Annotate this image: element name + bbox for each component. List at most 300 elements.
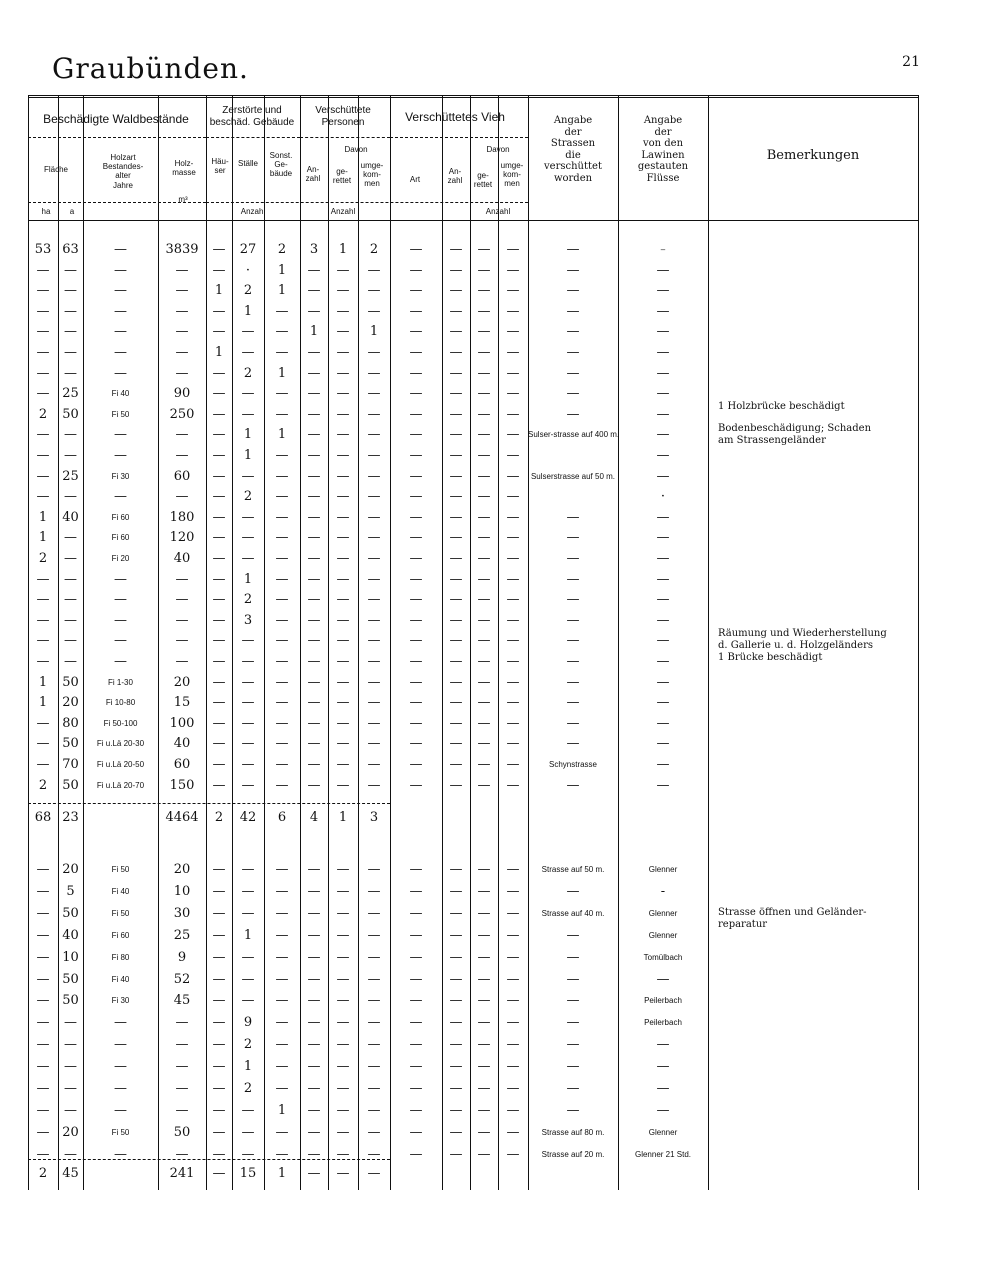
- cell-art: —: [409, 530, 423, 546]
- cell-haeuser: —: [212, 262, 226, 278]
- cell-a: 50: [62, 674, 79, 690]
- total-row: [28, 807, 918, 828]
- cell-vger: —: [477, 283, 491, 299]
- cell-strassen: —: [566, 345, 580, 360]
- cell-fluesse: —: [656, 283, 670, 299]
- table-row: [28, 1056, 918, 1077]
- cell-masse: —: [175, 345, 189, 360]
- page-title: Graubünden.: [52, 52, 249, 85]
- header-houses: Häu- ser: [211, 157, 229, 176]
- cell-staelle: —: [241, 509, 255, 525]
- header-unit-a: a: [69, 207, 75, 216]
- table-row: [28, 507, 918, 528]
- header-livestock: Verschüttetes Vieh: [405, 110, 505, 124]
- cell-ha: —: [36, 427, 50, 443]
- cell-masse: 52: [173, 971, 191, 987]
- cell-ha: —: [36, 365, 50, 381]
- cell-umgek: —: [367, 1037, 381, 1053]
- cell-holzart: —: [114, 345, 127, 360]
- cell-sonst: —: [275, 949, 289, 965]
- header-count-3: Anzahl: [485, 207, 511, 216]
- table-row: [28, 548, 918, 569]
- cell-ha: —: [36, 1124, 50, 1140]
- cell-gerettet: —: [336, 1015, 350, 1031]
- cell-ha: 53: [34, 242, 52, 257]
- cell-vger: —: [477, 971, 491, 987]
- cell-ha: —: [36, 757, 50, 772]
- cell-gerettet: —: [336, 633, 350, 649]
- cell-haeuser: —: [212, 427, 226, 443]
- cell-staelle: 2: [243, 489, 253, 505]
- cell-vumg: —: [506, 674, 520, 690]
- cell-vger: —: [477, 365, 491, 381]
- table-row: [28, 775, 918, 796]
- subheader-rule: [300, 137, 390, 138]
- cell-sonst: —: [275, 715, 289, 731]
- cell-strassen: [528, 486, 618, 507]
- header-forest: Beschädigte Waldbestände: [43, 112, 189, 126]
- cell-sonst: —: [275, 592, 289, 608]
- cell-sonst: —: [275, 468, 289, 484]
- cell-anzahl: —: [307, 592, 321, 608]
- cell-a: —: [64, 633, 77, 649]
- cell-staelle: —: [241, 654, 255, 669]
- cell-umgek: —: [367, 406, 381, 422]
- cell-art: —: [409, 303, 423, 319]
- cell-art: —: [409, 551, 423, 566]
- header-count-2: Anzahl: [330, 207, 356, 216]
- cell-anzahl: —: [307, 862, 321, 877]
- cell-vanzahl: —: [449, 777, 463, 793]
- cell-staelle: 27: [239, 242, 257, 257]
- cell-sonst: —: [275, 612, 289, 628]
- cell-umgek: —: [367, 633, 381, 649]
- table-row: [28, 1100, 918, 1121]
- cell-art: —: [409, 862, 423, 877]
- cell-gerettet: —: [336, 427, 350, 443]
- cell-ha: —: [36, 468, 50, 484]
- cell-masse: 150: [169, 777, 195, 793]
- cell-art: —: [409, 509, 423, 525]
- cell-strassen: —: [566, 571, 580, 587]
- cell-staelle: —: [241, 633, 255, 649]
- cell-sonst: —: [275, 551, 289, 566]
- cell-ha: —: [36, 862, 50, 877]
- cell-fluesse: —: [656, 695, 670, 711]
- cell-masse: 100: [169, 715, 195, 731]
- cell-vumg: —: [506, 365, 520, 381]
- cell-holzart: —: [114, 1102, 127, 1118]
- cell-strassen: —: [566, 324, 580, 340]
- cell-fluesse: ·: [660, 489, 666, 505]
- cell-sonst: 1: [277, 365, 287, 381]
- column-rule: [328, 95, 329, 1190]
- cell-a: —: [64, 654, 77, 669]
- cell-a: —: [64, 489, 77, 505]
- column-rule: [300, 95, 301, 1190]
- cell-umgek: —: [367, 1081, 381, 1096]
- cell-a: 10: [62, 949, 79, 965]
- cell-staelle: 42: [239, 810, 257, 825]
- table-row: [28, 1034, 918, 1055]
- header-wood-mass: Holz- masse: [172, 159, 196, 178]
- cell-art: —: [409, 736, 423, 752]
- cell-umgek: —: [367, 993, 381, 1009]
- cell-anzahl: —: [307, 757, 321, 772]
- table-row: [28, 383, 918, 404]
- cell-art: —: [409, 612, 423, 628]
- table-row: [28, 733, 918, 754]
- cell-vumg: —: [506, 862, 520, 877]
- table-row: [28, 672, 918, 693]
- cell-vumg: —: [506, 386, 520, 402]
- cell-strassen: —: [566, 927, 580, 943]
- cell-a: —: [64, 1146, 77, 1162]
- header-rivers: Angabe der von den Lawinen gestauten Flüsse: [637, 115, 689, 184]
- cell-vanzahl: —: [449, 468, 463, 484]
- cell-fluesse: —: [656, 757, 670, 772]
- cell-anzahl: —: [307, 633, 321, 649]
- cell-gerettet: —: [336, 386, 350, 402]
- cell-haeuser: —: [212, 468, 226, 484]
- cell-haeuser: —: [212, 530, 226, 546]
- cell-anzahl: —: [307, 1166, 321, 1181]
- table-row: [28, 925, 918, 946]
- cell-gerettet: —: [336, 571, 350, 587]
- cell-masse: —: [175, 1015, 189, 1031]
- cell-vger: —: [477, 1037, 491, 1053]
- cell-fluesse: —: [656, 551, 670, 566]
- header-buildings: Zerstörte und beschäd. Gebäude: [209, 105, 295, 128]
- cell-gerettet: —: [336, 530, 350, 546]
- cell-staelle: 2: [243, 1081, 253, 1096]
- cell-a: 23: [62, 810, 79, 825]
- cell-gerettet: —: [336, 303, 350, 319]
- cell-a: —: [64, 283, 77, 299]
- table-row: [28, 1122, 918, 1143]
- cell-anzahl: —: [307, 571, 321, 587]
- cell-fluesse: —: [656, 262, 670, 278]
- cell-haeuser: —: [212, 406, 226, 422]
- cell-anzahl: —: [307, 345, 321, 360]
- cell-art: —: [409, 324, 423, 340]
- cell-fluesse: —: [656, 448, 670, 463]
- cell-anzahl: —: [307, 993, 321, 1009]
- cell-anzahl: —: [307, 736, 321, 752]
- cell-vanzahl: —: [449, 883, 463, 899]
- header-rule: [28, 97, 918, 98]
- column-rule: [708, 95, 709, 1190]
- table-row: [28, 630, 918, 651]
- cell-anzahl: —: [307, 303, 321, 319]
- cell-art: —: [409, 571, 423, 587]
- cell-gerettet: —: [336, 509, 350, 525]
- cell-masse: —: [175, 489, 189, 505]
- cell-holzart: Fi 60: [111, 533, 130, 543]
- cell-a: —: [64, 303, 77, 319]
- cell-a: 50: [62, 406, 79, 422]
- cell-umgek: —: [367, 592, 381, 608]
- cell-fluesse: —: [656, 406, 670, 422]
- cell-art: —: [409, 262, 423, 278]
- cell-vumg: —: [506, 971, 520, 987]
- cell-umgek: —: [367, 1015, 381, 1031]
- header-rescued: ge- rettet: [332, 167, 352, 186]
- cell-ha: 2: [38, 406, 48, 422]
- cell-vger: —: [477, 1015, 491, 1031]
- cell-vger: —: [477, 530, 491, 546]
- cell-a: 50: [62, 971, 79, 987]
- cell-umgek: —: [367, 303, 381, 319]
- cell-fluesse: —: [656, 1102, 670, 1118]
- cell-art: —: [409, 715, 423, 731]
- cell-strassen: Schynstrasse: [548, 760, 598, 769]
- table-row: [28, 1078, 918, 1099]
- header-stables: Ställe: [237, 159, 258, 168]
- cell-sonst: 6: [277, 810, 287, 825]
- cell-vanzahl: —: [449, 324, 463, 340]
- cell-a: —: [64, 612, 77, 628]
- cell-fluesse: —: [656, 386, 670, 402]
- cell-strassen: —: [566, 777, 580, 793]
- cell-masse: 60: [173, 468, 191, 484]
- table-row: [28, 486, 918, 507]
- cell-umgek: —: [367, 736, 381, 752]
- cell-gerettet: —: [336, 883, 350, 899]
- cell-art: —: [409, 883, 423, 899]
- cell-masse: 10: [173, 883, 191, 899]
- cell-fluesse: Glenner: [648, 930, 678, 940]
- cell-holzart: —: [114, 1015, 127, 1031]
- cell-fluesse: —: [656, 571, 670, 587]
- cell-a: —: [64, 571, 77, 587]
- cell-gerettet: —: [336, 1166, 350, 1181]
- cell-vumg: —: [506, 777, 520, 793]
- cell-vanzahl: —: [449, 1102, 463, 1118]
- cell-a: 50: [62, 736, 79, 752]
- cell-staelle: 2: [243, 283, 253, 299]
- cell-vumg: —: [506, 1037, 520, 1053]
- cell-ha: —: [36, 592, 50, 608]
- cell-vanzahl: —: [449, 1037, 463, 1053]
- cell-vumg: —: [506, 571, 520, 587]
- cell-strassen: Sulserstrasse auf 50 m.: [530, 471, 616, 481]
- cell-vumg: —: [506, 905, 520, 921]
- cell-vumg: —: [506, 448, 520, 463]
- cell-fluesse: Glenner: [648, 865, 678, 874]
- cell-a: —: [64, 427, 77, 443]
- cell-ha: 2: [38, 1166, 48, 1181]
- cell-masse: 50: [173, 1124, 191, 1140]
- cell-staelle: 1: [243, 1059, 253, 1075]
- cell-vger: —: [477, 262, 491, 278]
- header-kind: Art: [409, 175, 421, 184]
- cell-strassen: Sulser-strasse auf 400 m.: [528, 430, 620, 440]
- cell-umgek: —: [367, 927, 381, 943]
- cell-holzart: —: [114, 633, 127, 649]
- cell-fluesse: -: [660, 883, 666, 899]
- cell-fluesse: –: [660, 245, 666, 254]
- cell-holzart: —: [114, 303, 127, 319]
- cell-vanzahl: —: [449, 303, 463, 319]
- cell-sonst: —: [275, 927, 289, 943]
- cell-ha: 2: [38, 551, 48, 566]
- cell-vanzahl: —: [449, 1081, 463, 1096]
- cell-holzart: —: [114, 324, 127, 340]
- cell-vumg: —: [506, 303, 520, 319]
- cell-holzart: —: [114, 592, 127, 608]
- cell-gerettet: —: [336, 1146, 350, 1162]
- cell-ha: —: [36, 571, 50, 587]
- cell-umgek: —: [367, 777, 381, 793]
- cell-sonst: —: [275, 633, 289, 649]
- cell-a: 25: [62, 468, 79, 484]
- cell-gerettet: —: [336, 1059, 350, 1075]
- cell-fluesse: —: [656, 592, 670, 608]
- cell-vumg: —: [506, 1146, 520, 1162]
- table-row: [28, 301, 918, 322]
- cell-art: —: [409, 993, 423, 1009]
- cell-haeuser: —: [212, 927, 226, 943]
- cell-masse: —: [175, 654, 189, 669]
- table-row: [28, 280, 918, 301]
- cell-fluesse: —: [656, 736, 670, 752]
- cell-sonst: 1: [277, 1102, 287, 1118]
- cell-vanzahl: —: [449, 862, 463, 877]
- cell-umgek: —: [367, 489, 381, 505]
- cell-vumg: —: [506, 551, 520, 566]
- cell-fluesse: —: [656, 303, 670, 319]
- cell-ha: —: [36, 1059, 50, 1075]
- cell-sonst: 2: [277, 242, 287, 257]
- cell-gerettet: —: [336, 448, 350, 463]
- cell-gerettet: —: [336, 262, 350, 278]
- cell-ha: —: [36, 612, 50, 628]
- cell-vanzahl: —: [449, 1015, 463, 1031]
- cell-anzahl: —: [307, 715, 321, 731]
- cell-holzart: Fi 50-100: [103, 718, 138, 728]
- cell-haeuser: —: [212, 715, 226, 731]
- cell-holzart: Fi 20: [111, 554, 130, 563]
- cell-art: —: [409, 654, 423, 669]
- cell-ha: —: [36, 1146, 50, 1162]
- cell-masse: —: [175, 427, 189, 443]
- cell-anzahl: —: [307, 365, 321, 381]
- cell-vger: —: [477, 883, 491, 899]
- column-rule: [206, 95, 207, 1190]
- cell-art: —: [409, 674, 423, 690]
- cell-a: 80: [62, 715, 79, 731]
- cell-vanzahl: —: [449, 757, 463, 772]
- cell-masse: —: [175, 612, 189, 628]
- cell-vger: —: [477, 571, 491, 587]
- cell-sonst: —: [275, 674, 289, 690]
- subheader-rule: [28, 137, 206, 138]
- cell-haeuser: —: [212, 654, 226, 669]
- cell-holzart: —: [114, 1037, 127, 1053]
- cell-a: —: [64, 324, 77, 340]
- cell-fluesse: —: [656, 612, 670, 628]
- remark-note: 1 Holzbrücke beschädigt: [718, 401, 845, 412]
- cell-staelle: —: [241, 406, 255, 422]
- cell-masse: —: [175, 592, 189, 608]
- cell-haeuser: —: [212, 1166, 226, 1181]
- cell-a: 63: [62, 242, 79, 257]
- cell-a: 50: [62, 777, 79, 793]
- table-row: [28, 239, 918, 260]
- cell-art: —: [409, 406, 423, 422]
- cell-strassen: —: [566, 971, 580, 987]
- cell-vumg: —: [506, 715, 520, 731]
- cell-holzart: —: [114, 242, 127, 257]
- cell-ha: —: [36, 927, 50, 943]
- cell-a: 50: [62, 993, 79, 1009]
- cell-vumg: —: [506, 736, 520, 752]
- table-row: [28, 404, 918, 425]
- subheader-rule: [206, 202, 528, 203]
- cell-umgek: —: [367, 365, 381, 381]
- cell-vanzahl: —: [449, 993, 463, 1009]
- cell-staelle: —: [241, 468, 255, 484]
- cell-umgek: —: [367, 509, 381, 525]
- cell-a: —: [64, 592, 77, 608]
- cell-gerettet: 1: [338, 810, 348, 825]
- cell-art: —: [409, 386, 423, 402]
- cell-fluesse: —: [656, 468, 670, 484]
- cell-holzart: —: [114, 489, 127, 505]
- cell-vger: —: [477, 736, 491, 752]
- cell-strassen: —: [566, 262, 580, 278]
- cell-vanzahl: —: [449, 612, 463, 628]
- cell-gerettet: —: [336, 949, 350, 965]
- cell-a: 5: [66, 883, 75, 899]
- cell-vger: —: [477, 633, 491, 649]
- table-row: [28, 445, 918, 466]
- cell-vumg: —: [506, 1081, 520, 1096]
- cell-haeuser: —: [212, 862, 226, 877]
- cell-umgek: —: [367, 883, 381, 899]
- cell-holzart: —: [114, 262, 127, 278]
- cell-holzart: —: [114, 1081, 127, 1096]
- table-row: [28, 969, 918, 990]
- cell-gerettet: —: [336, 777, 350, 793]
- cell-vger: —: [477, 489, 491, 505]
- cell-umgek: —: [367, 862, 381, 877]
- cell-art: —: [409, 1146, 423, 1162]
- table-row: [28, 321, 918, 342]
- cell-sonst: —: [275, 345, 289, 360]
- cell-vumg: —: [506, 949, 520, 965]
- cell-gerettet: —: [336, 715, 350, 731]
- cell-anzahl: —: [307, 905, 321, 921]
- header-unit-m3: m³: [178, 195, 188, 204]
- cell-holzart: —: [114, 654, 127, 669]
- cell-strassen: —: [566, 406, 580, 422]
- table-row: [28, 881, 918, 902]
- cell-gerettet: —: [336, 674, 350, 690]
- cell-a: —: [64, 448, 77, 463]
- cell-holzart: Fi u.Lä 20-30: [96, 739, 145, 749]
- cell-ha: —: [36, 324, 50, 340]
- cell-masse: 3839: [165, 242, 199, 257]
- cell-vumg: —: [506, 530, 520, 546]
- cell-gerettet: —: [336, 971, 350, 987]
- cell-vanzahl: —: [449, 927, 463, 943]
- cell-staelle: —: [241, 993, 255, 1009]
- cell-masse: 40: [173, 736, 191, 752]
- cell-vanzahl: —: [449, 365, 463, 381]
- cell-strassen: —: [566, 303, 580, 319]
